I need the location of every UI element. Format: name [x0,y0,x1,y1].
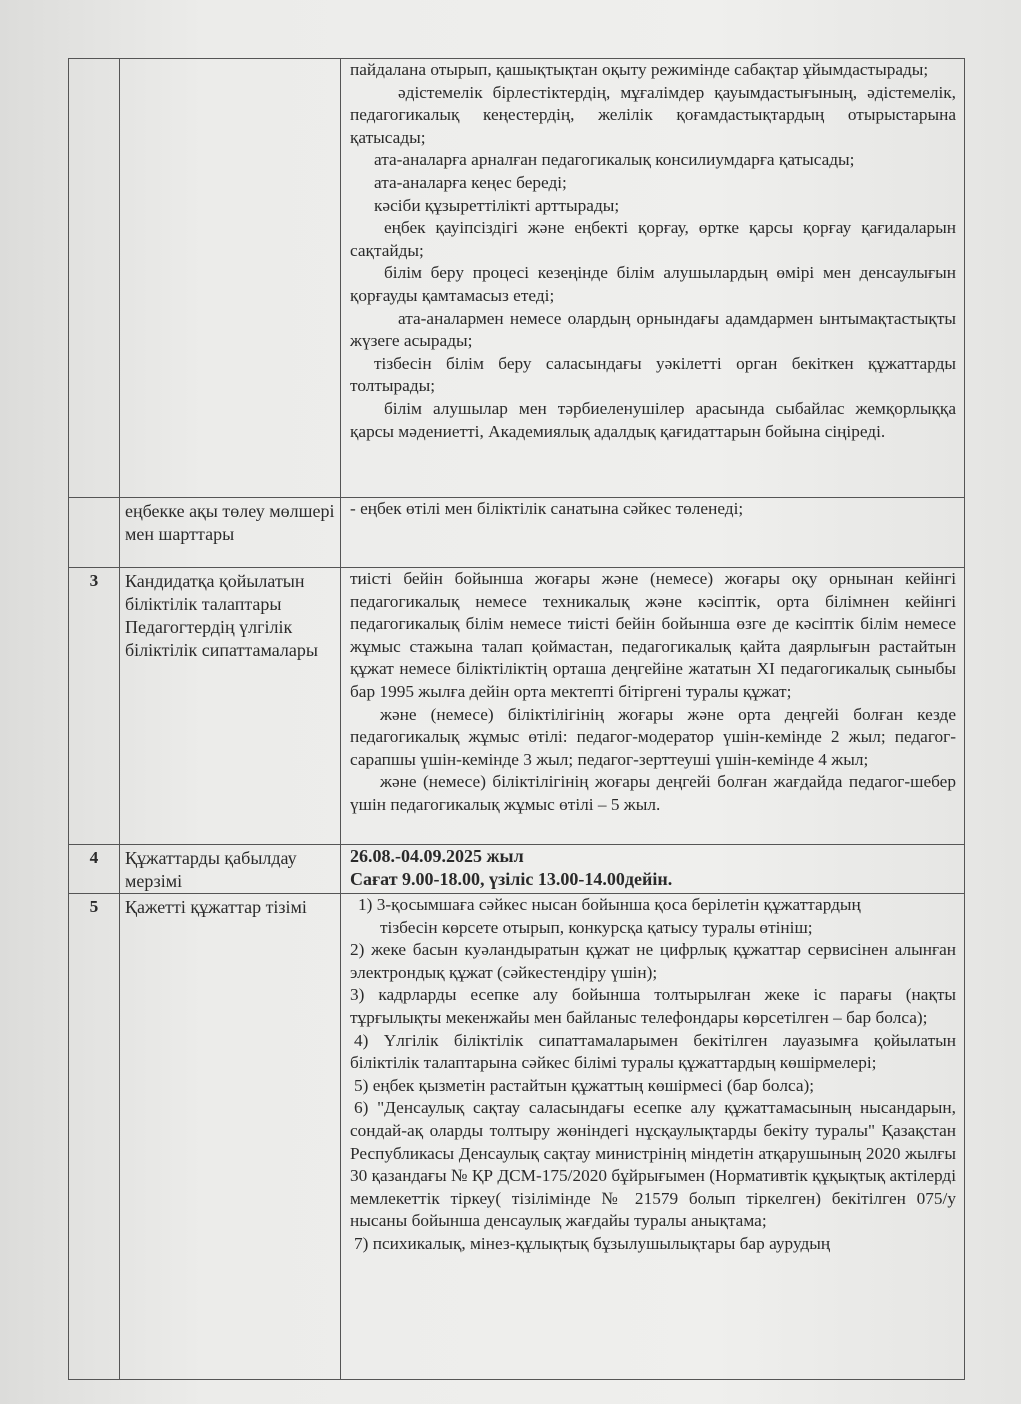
list-item: 2) жеке басын куәландыратын құжат не цифрлық құжаттар сервисінен алынған электрондық құжат (сәйкестендіру үшін); [350,940,956,982]
row-number: 5 [69,894,120,1380]
submission-dates: 26.08.-04.09.2025 жыл [350,846,524,866]
paragraph: білім алушылар мен тәрбиеленушілер арасында сыбайлас жемқорлыққа қарсы мәдениетті, Академиялық адалдық қағидаттарын бойына сіңіреді. [350,398,956,441]
row-number [69,498,120,568]
paragraph: тізбесін білім беру саласындағы уәкілетті орган бекіткен құжаттарды толтырады; [350,353,956,396]
table-row [69,845,965,894]
list-item: 5) еңбек қызметін растайтын құжаттың көшірмесі (бар болса); [354,1075,815,1095]
paragraph: - еңбек өтілі мен біліктілік санатына сәйкес төленеді; [350,499,744,518]
list-item: 3) кадрларды есепке алу бойынша толтырылған жеке іс парағы (нақты тұрғылықты мекенжайы мен байланыс телефондары көрсетілген – бар болса); [350,985,956,1027]
paragraph: кәсіби құзыреттілікті арттырады; [374,195,620,215]
paragraph: және (немесе) біліктілігінің жоғары деңгейі болған жағдайда педагог-шебер үшін педагогикалық жұмыс өтілі – 5 жыл. [350,772,956,814]
row-label: Қажетті құжаттар тізімі [120,894,341,1380]
list-item: 1) 3-қосымшаға сәйкес нысан бойынша қоса берілетін құжаттардың тізбесін көрсете отырып, конкурсқа қатысу туралы өтініш; [358,895,861,937]
list-item: 6) "Денсаулық сақтау саласындағы есепке алу құжаттамасының нысандарын, сондай-ақ оларды толтыру жөніндегі нұсқаулықтарды бекіту туралы" Қазақстан Республикасы Денсаулық сақтау министрінің міндетін атқарушының 2020 жылғы 30 қазандағы № ҚР ДСМ-175/2020 бұйрығымен (Нормативтік құқықтық актілерді мемлекеттік тіркеу( тізілімінде № 21579 болып тіркелген) бекітілген 075/у нысаны бойынша денсаулық жағдайы туралы анықтама; [350,1098,956,1231]
row-label: еңбекке ақы төлеу мөлшері мен шарттары [120,498,341,568]
row-label [120,59,341,498]
row-content [341,894,965,1380]
paragraph: білім беру процесі кезеңінде білім алушылардың өмірі мен денсаулығын қорғауды қамтамасыз етеді; [350,263,956,305]
paragraph: еңбек қауіпсіздігі және еңбекті қорғау, өртке қарсы қорғау қағидаларын сақтайды; [350,218,956,260]
table-row [69,59,965,498]
row-number [69,59,120,498]
paragraph: пайдалана отырып, қашықтықтан оқыту режимінде сабақтар ұйымдастырады; [350,60,929,79]
row-label: Құжаттарды қабылдау мерзімі [120,845,341,894]
row-number: 4 [69,845,120,894]
row-content [341,59,965,498]
paragraph: әдістемелік бірлестіктердің, мұғалімдер қауымдастығының, әдістемелік, педагогикалық кеңестердің, желілік қоғамдастықтардың отырыстарына қатысады; [350,82,956,147]
paragraph: тиісті бейін бойынша жоғары және (немесе) жоғары оқу орнынан кейінгі педагогикалық немесе техникалық және кәсіптік, орта білімнен кейінгі педагогикалық білім немесе тиісті бейін бойынша өзге де кәсіптік білім немесе жұмыс стажына талап қоймастан, педагогикалық қайта даярлығын растайтын құжат немесе біліктіліктің орташа деңгейіне жататын XI педагогикалық сыныбы бар 1995 жылға дейін орта мектепті бітіргені туралы құжат; [350,569,956,701]
row-content [341,498,965,568]
document-table [68,58,965,1380]
table-row [69,568,965,845]
list-item: 4) Үлгілік біліктілік сипаттамаларымен бекітілген лауазымға қойылатын біліктілік талаптарына сәйкес білімі туралы құжаттардың көшірмелері; [350,1030,956,1073]
row-number: 3 [69,568,120,845]
row-content [341,568,965,845]
table-row [69,894,965,1380]
submission-hours: Сағат 9.00-18.00, үзіліс 13.00-14.00дейін. [350,868,673,889]
row-content [341,845,965,894]
paragraph: ата-аналарға арналған педагогикалық консилиумдарға қатысады; [374,150,855,170]
paragraph: ата-аналармен немесе олардың орнындағы адамдармен ынтымақтастықты жүзеге асырады; [350,308,956,351]
table-row [69,498,965,568]
list-item: 7) психикалық, мінез-құлықтық бұзылушылықтары бар аурудың [354,1233,831,1253]
row-label: Кандидатқа қойылатын біліктілік талаптары Педагогтердің үлгілік біліктілік сипаттамалары [120,568,341,845]
paragraph: ата-аналарға кеңес береді; [374,172,567,192]
paragraph: және (немесе) біліктілігінің жоғары және орта деңгейі болған кезде педагогикалық жұмыс өтілі: педагог-модератор үшін-кемінде 2 жыл; педагог-сарапшы үшін-кемінде 3 жыл; педагог-зерттеуші үшін-кемінде 4 жыл; [350,704,956,769]
